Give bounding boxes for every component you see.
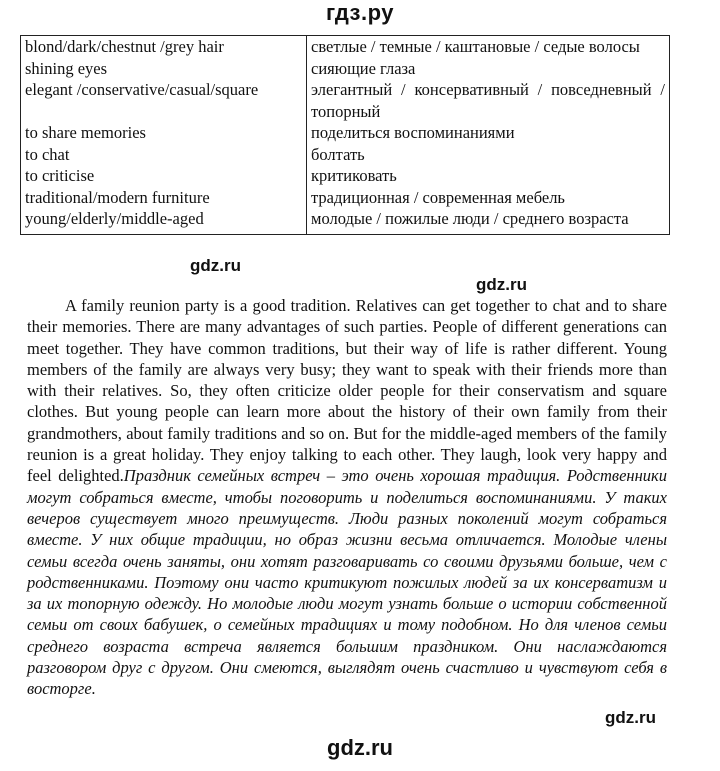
table-row [21, 122, 670, 144]
vocab-russian: светлые / темные / каштановые / седые волосы [307, 36, 670, 58]
vocab-english: to share memories [21, 122, 307, 144]
vocabulary-table [20, 35, 670, 235]
vocab-english: blond/dark/chestnut /grey hair [21, 36, 307, 58]
vocab-russian: болтать [307, 144, 670, 166]
vocab-russian: молодые / пожилые люди / среднего возраста [307, 208, 670, 234]
vocab-english: to criticise [21, 165, 307, 187]
table-row [21, 36, 670, 58]
passage-english: A family reunion party is a good tradition. Relatives can get together to chat and to share their memories. There are many advantages of such parties. People of different generations can meet together. They have common traditions, but their way of life is rather different. Young members of the family are always very busy; they want to speak with their friends more than with their relatives. So, they often criticize older people for their conservatism and square clothes. But young people can learn more about the history of their own family from their grandmothers, about family traditions and so on. But for the middle-aged members of the family reunion is a great holiday. They enjoy talking to each other. They laugh, look very happy and feel delighted. [27, 296, 667, 486]
watermark-text: gdz.ru [605, 708, 656, 727]
vocab-english: shining eyes [21, 58, 307, 80]
table-row [21, 187, 670, 209]
table-row [21, 208, 670, 234]
table-row [21, 58, 670, 80]
table-row [21, 79, 670, 122]
vocab-russian: критиковать [307, 165, 670, 187]
vocab-english: elegant /conservative/casual/square [21, 79, 307, 122]
passage [27, 295, 667, 700]
vocab-english: to chat [21, 144, 307, 166]
vocab-russian: сияющие глаза [307, 58, 670, 80]
watermark-table: gdz.ru [190, 256, 241, 275]
vocab-english: young/elderly/middle-aged [21, 208, 307, 234]
passage-paragraph [27, 295, 667, 700]
vocab-english: traditional/modern furniture [21, 187, 307, 209]
watermark-bottom: gdz.ru [327, 735, 393, 760]
vocab-russian: поделиться воспоминаниями [307, 122, 670, 144]
vocab-russian: традиционная / современная мебель [307, 187, 670, 209]
table-row [21, 144, 670, 166]
watermark-top: гдз.ру [326, 0, 394, 25]
table-row [21, 165, 670, 187]
watermark-right: gdz.ru [476, 275, 527, 294]
vocab-russian: элегантный / консервативный / повседневный / топорный [307, 79, 670, 122]
passage-russian: Праздник семейных встреч – это очень хорошая традиция. Родственники могут собраться вместе, чтобы поговорить и поделиться воспоминаниями. У таких вечеров существует много преимуществ. Люди разных поколений могут собраться вместе. У них общие традиции, но образ жизни весьма отличается. Молодые члены семьи всегда очень заняты, они хотят разговаривать со своими друзьями больше, чем с родственниками. Поэтому они часто критикуют пожилых людей за их консерватизм и за их топорную одежду. Но молодые люди могут узнать больше о истории собственной семьи от своих бабушек, о семейных традициях и тому подобном. Но для членов семьи среднего возраста встреча является большим праздником. Они наслаждаются разговором друг с другом. Они смеются, выглядят очень счастливо и чувствуют себя в восторге. [27, 466, 667, 699]
